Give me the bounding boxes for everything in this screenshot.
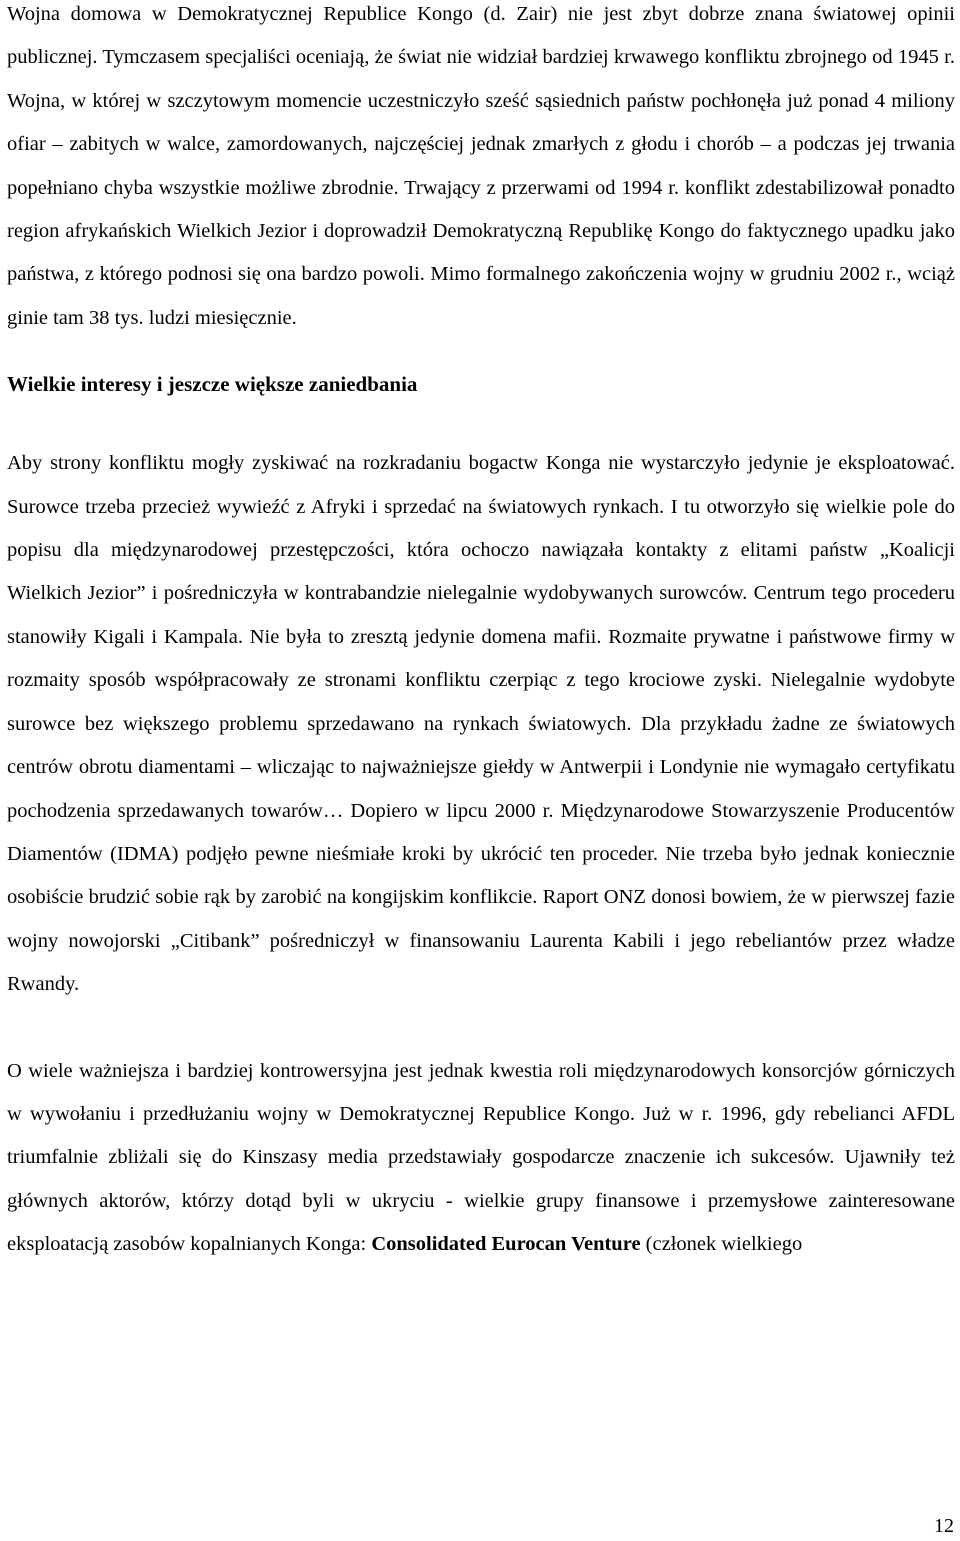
paragraph-consortia-tail: (członek wielkiego (640, 1233, 803, 1256)
paragraph-consortia-text: O wiele ważniejsza i bardziej kontrowersyjna jest jednak kwestia roli międzynarodowych konsorcjów górniczych w wywołaniu i przedłużaniu wojny w Demokratycznej Republice Kongo. Już w r. 1996, gdy rebelianci AFDL triumfalnie zbliżali się do Kinszasy media przedstawiały gospodarcze znaczenie ich sukcesów. Ujawniły też głównych aktorów, którzy dotąd byli w ukryciu - wielkie grupy finansowe i przemysłowe zainteresowane eksploatacją zasobów kopalnianych Konga: (7, 1059, 955, 1256)
company-name-bold: Consolidated Eurocan Venture (371, 1233, 641, 1256)
paragraph-intro: Wojna domowa w Demokratycznej Republice Kongo (d. Zair) nie jest zbyt dobrze znana światowej opinii publicznej. Tymczasem specjaliści oceniają, że świat nie widział bardziej krwawego konfliktu zbrojnego od 1945 r. Wojna, w której w szczytowym momencie uczestniczyło sześć sąsiednich państw pochłonęła już ponad 4 miliony ofiar – zabitych w walce, zamordowanych, najczęściej jednak zmarłych z głodu i chorób – a podczas jej trwania popełniano chyba wszystkie możliwe zbrodnie. Trwający z przerwami od 1994 r. konflikt zdestabilizował ponadto region afrykańskich Wielkich Jezior i doprowadził Demokratyczną Republikę Kongo do faktycznego upadku jako państwa, z którego podnosi się ona bardzo powoli. Mimo formalnego zakończenia wojny w grudniu 2002 r., wciąż ginie tam 38 tys. ludzi miesięcznie. (7, 3, 955, 329)
paragraph-interests: Aby strony konfliktu mogły zyskiwać na rozkradaniu bogactw Konga nie wystarczyło jedynie je eksploatować. Surowce trzeba przecież wywieźć z Afryki i sprzedać na światowych rynkach. I tu otworzyło się wielkie pole do popisu dla międzynarodowej przestępczości, która ochoczo nawiązała kontakty z elitami państw „Koalicji Wielkich Jezior” i pośredniczyła w kontrabandzie nielegalnie wydobywanych surowców. Centrum tego procederu stanowiły Kigali i Kampala. Nie była to zresztą jedynie domena mafii. Rozmaite prywatne i państwowe firmy w rozmaity sposób współpracowały ze stronami konfliktu czerpiąc z tego krociowe zyski. Nielegalnie wydobyte surowce bez większego problemu sprzedawano na rynkach światowych. Dla przykładu żadne ze światowych centrów obrotu diamentami – wliczając to najważniejsze giełdy w Antwerpii i Londynie nie wymagało certyfikatu pochodzenia sprzedawanych towarów… Dopiero w lipcu 2000 r. Międzynarodowe Stowarzyszenie Producentów Diamentów (IDMA) podjęło pewne nieśmiałe kroki by ukrócić ten proceder. Nie trzeba było jednak koniecznie osobiście brudzić sobie rąk by zarobić na kongijskim konflikcie. Raport ONZ donosi bowiem, że w pierwszej fazie wojny nowojorski „Citibank” pośredniczył w finansowaniu Laurenta Kabili i jego rebeliantów przez władze Rwandy. (7, 452, 955, 996)
section-heading: Wielkie interesy i jeszcze większe zaniedbania (7, 372, 418, 397)
paragraph-consortia (7, 1050, 955, 1267)
page-number: 12 (934, 1515, 954, 1537)
document-page (7, 0, 955, 1267)
